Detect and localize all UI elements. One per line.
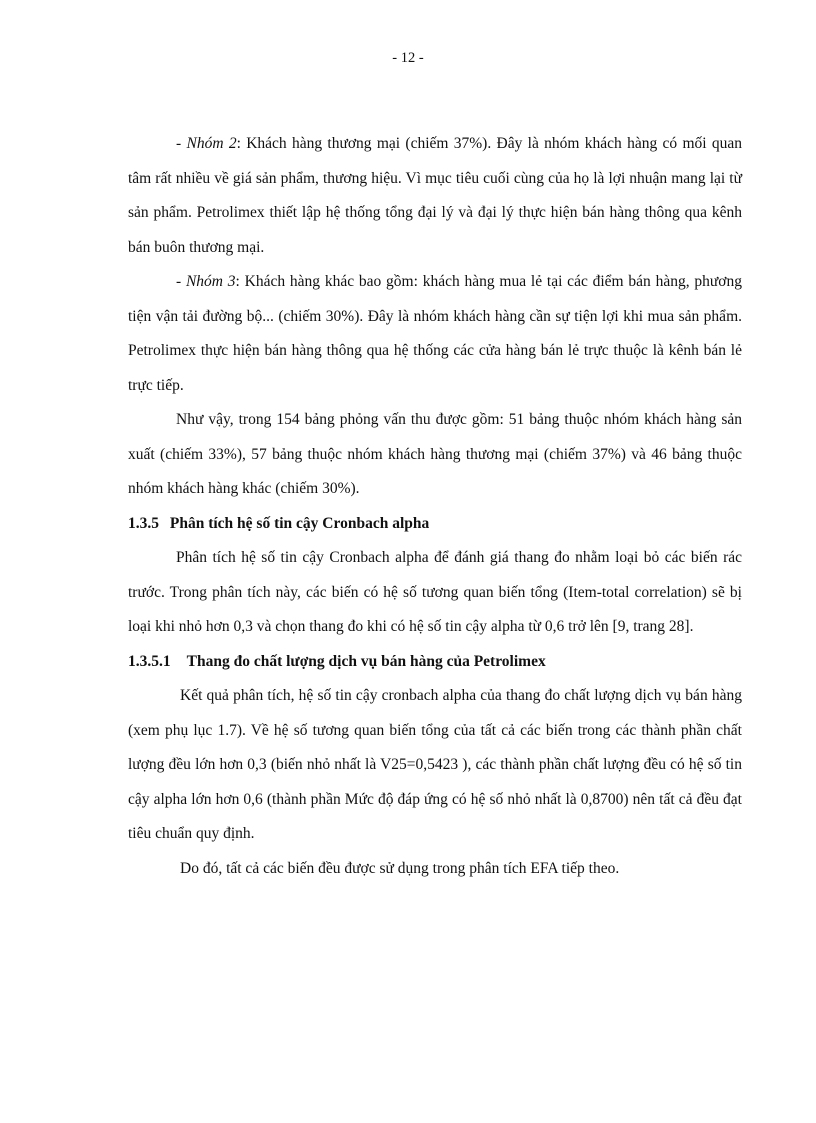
section-title: Phân tích hệ số tin cậy Cronbach alpha	[169, 514, 430, 532]
paragraph-cronbach: Phân tích hệ số tin cậy Cronbach alpha để đánh giá thang đo nhằm loại bỏ các biến rác trước. Trong phân tích này, các biến có hệ số tương quan biến tổng (Item-total correlation) sẽ bị loại khi nhỏ hơn 0,3 và chọn thang đo khi có hệ số tin cậy alpha từ 0,6 trở lên [9, trang 28].	[128, 549, 742, 635]
group-2-label: Nhóm 2	[186, 135, 237, 152]
section-heading-1-3-5	[128, 507, 742, 542]
paragraph-conclusion: Do đó, tất cả các biến đều được sử dụng trong phân tích EFA tiếp theo.	[180, 859, 620, 877]
page-number: - 12 -	[392, 50, 424, 66]
group-2-text: : Khách hàng thương mại (chiếm 37%). Đây là nhóm khách hàng có mối quan tâm rất nhiều về giá sản phẩm, thương hiệu. Vì mục tiêu cuối cùng của họ là lợi nhuận mang lại từ sản phẩm. Petrolimex thiết lập hệ thống tổng đại lý và đại lý thực hiện bán hàng thông qua kênh bán buôn thương mại.	[128, 135, 742, 256]
group-3-text: : Khách hàng khác bao gồm: khách hàng mua lẻ tại các điểm bán hàng, phương tiện vận tải đường bộ... (chiếm 30%). Đây là nhóm khách hàng cần sự tiện lợi khi mua sản phẩm. Petrolimex thực hiện bán hàng thông qua hệ thống các cửa hàng bán lẻ trực thuộc là kênh bán lẻ trực tiếp.	[128, 273, 742, 394]
page-content	[128, 127, 742, 886]
paragraph-results: Kết quả phân tích, hệ số tin cậy cronbach alpha của thang đo chất lượng dịch vụ bán hàng (xem phụ lục 1.7). Về hệ số tương quan biến tổng của tất cả các biến trong các thành phần chất lượng đều lớn hơn 0,3 (biến nhỏ nhất là V25=0,5423 ), các thành phần chất lượng đều có hệ số tin cậy alpha lớn hơn 0,6 (thành phần Mức độ đáp ứng có hệ số nhỏ nhất là 0,8700) nên tất cả đều đạt tiêu chuẩn quy định.	[128, 687, 742, 842]
section-heading-1-3-5-1	[128, 645, 742, 680]
subsection-number: 1.3.5.1	[128, 652, 171, 670]
subsection-title: Thang đo chất lượng dịch vụ bán hàng của Petrolimex	[186, 652, 546, 670]
paragraph-group-3: - Nhóm 3: Khách hàng khác bao gồm: khách hàng mua lẻ tại các điểm bán hàng, phương tiện vận tải đường bộ... (chiếm 30%). Đây là nhóm khách hàng cần sự tiện lợi khi mua sản phẩm. Petrolimex thực hiện bán hàng thông qua hệ thống các cửa hàng bán lẻ trực thuộc là kênh bán lẻ trực tiếp.	[128, 273, 742, 394]
group-3-label: Nhóm 3	[185, 273, 236, 290]
paragraph-group-2: - Nhóm 2: Khách hàng thương mại (chiếm 37%). Đây là nhóm khách hàng có mối quan tâm rất nhiều về giá sản phẩm, thương hiệu. Vì mục tiêu cuối cùng của họ là lợi nhuận mang lại từ sản phẩm. Petrolimex thiết lập hệ thống tổng đại lý và đại lý thực hiện bán hàng thông qua kênh bán buôn thương mại.	[128, 135, 742, 256]
section-number: 1.3.5	[128, 514, 159, 532]
paragraph-summary: Như vậy, trong 154 bảng phỏng vấn thu được gồm: 51 bảng thuộc nhóm khách hàng sản xuất (chiếm 33%), 57 bảng thuộc nhóm khách hàng thương mại (chiếm 37%) và 46 bảng thuộc nhóm khách hàng khác (chiếm 30%).	[128, 411, 742, 497]
